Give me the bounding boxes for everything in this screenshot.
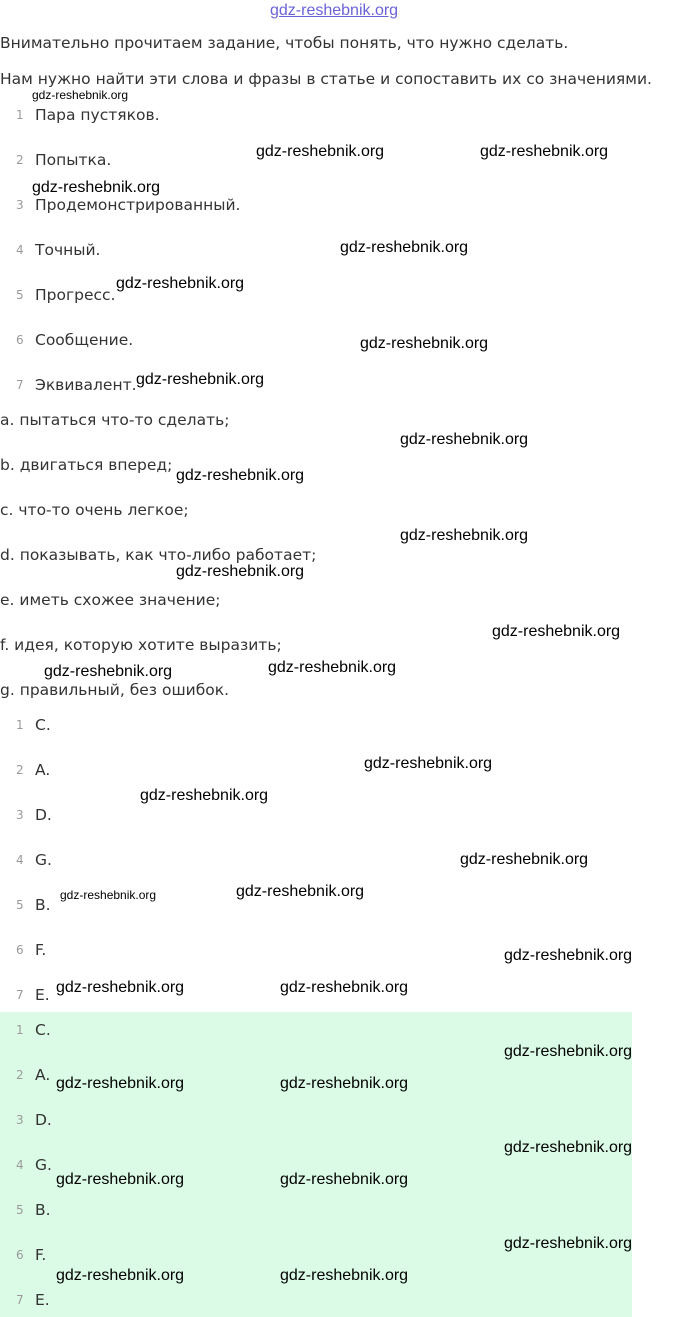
definition-item: c. что-то очень легкое; [0,501,189,519]
answer-number: 2 [16,763,24,777]
watermark: gdz-reshebnik.org [360,335,489,352]
watermark: gdz-reshebnik.org [504,1235,633,1252]
word-text: Пара пустяков. [35,106,160,124]
watermark: gdz-reshebnik.org [32,179,161,196]
answer-number: 1 [16,1023,24,1037]
watermark: gdz-reshebnik.org [236,883,365,900]
answer-number: 6 [16,1248,24,1262]
answer-number: 1 [16,718,24,732]
watermark: gdz-reshebnik.org [136,371,265,388]
answer-letter: E. [35,1291,50,1309]
word-text: Сообщение. [35,331,134,349]
watermark: gdz-reshebnik.org [140,787,269,804]
watermark: gdz-reshebnik.org [56,1075,185,1092]
watermark: gdz-reshebnik.org [400,431,529,448]
word-text: Эквивалент. [35,376,137,394]
watermark: gdz-reshebnik.org [176,563,305,580]
answer-number: 3 [16,1113,24,1127]
definition-item: e. иметь схожее значение; [0,591,221,609]
definition-item: g. правильный, без ошибок. [0,681,230,699]
watermark: gdz-reshebnik.org [364,755,493,772]
answer-number: 2 [16,1068,24,1082]
answer-letter: B. [35,896,51,914]
watermark: gdz-reshebnik.org [280,1267,409,1284]
answer-letter: D. [35,806,52,824]
watermark: gdz-reshebnik.org [400,527,529,544]
answer-number: 4 [16,1158,24,1172]
definition-item: d. показывать, как что-либо работает; [0,546,317,564]
watermark: gdz-reshebnik.org [504,947,633,964]
intro-line-2: Нам нужно найти эти слова и фразы в статье и сопоставить их со значениями. [0,70,652,88]
watermark: gdz-reshebnik.org [340,239,469,256]
answer-letter: C. [35,716,51,734]
answer-number: 5 [16,898,24,912]
watermark: gdz-reshebnik.org [176,467,305,484]
watermark: gdz-reshebnik.org [56,1267,185,1284]
watermark: gdz-reshebnik.org [504,1139,633,1156]
intro-line-1: Внимательно прочитаем задание, чтобы понять, что нужно сделать. [0,34,569,52]
answer-letter: G. [35,851,52,869]
answer-letter: G. [35,1156,52,1174]
answer-number: 5 [16,1203,24,1217]
word-text: Точный. [35,241,101,259]
answer-letter: B. [35,1201,51,1219]
watermark: gdz-reshebnik.org [56,979,185,996]
answer-letter: D. [35,1111,52,1129]
answer-letter: C. [35,1021,51,1039]
word-number: 3 [16,198,24,212]
definition-item: a. пытаться что-то сделать; [0,411,230,429]
site-header-link[interactable]: gdz-reshebnik.org [270,2,399,19]
watermark: gdz-reshebnik.org [480,143,609,160]
watermark: gdz-reshebnik.org [268,659,397,676]
answer-number: 6 [16,943,24,957]
word-number: 7 [16,378,24,392]
answer-number: 7 [16,1293,24,1307]
word-number: 6 [16,333,24,347]
watermark: gdz-reshebnik.org [256,143,385,160]
watermark: gdz-reshebnik.org [32,88,129,102]
answer-number: 7 [16,988,24,1002]
answer-number: 4 [16,853,24,867]
watermark: gdz-reshebnik.org [280,1171,409,1188]
word-text: Прогресс. [35,286,116,304]
answer-letter: F. [35,1246,47,1264]
watermark: gdz-reshebnik.org [492,623,621,640]
word-number: 5 [16,288,24,302]
watermark: gdz-reshebnik.org [60,888,157,902]
answer-letter: A. [35,761,51,779]
word-number: 2 [16,153,24,167]
answer-letter: F. [35,941,47,959]
watermark: gdz-reshebnik.org [56,1171,185,1188]
answer-letter: A. [35,1066,51,1084]
answer-letter: E. [35,986,50,1004]
word-number: 4 [16,243,24,257]
word-text: Попытка. [35,151,112,169]
watermark: gdz-reshebnik.org [280,1075,409,1092]
watermark: gdz-reshebnik.org [44,663,173,680]
answer-number: 3 [16,808,24,822]
definition-item: f. идея, которую хотите выразить; [0,636,282,654]
watermark: gdz-reshebnik.org [504,1043,633,1060]
watermark: gdz-reshebnik.org [116,275,245,292]
watermark: gdz-reshebnik.org [280,979,409,996]
word-text: Продемонстрированный. [35,196,241,214]
word-number: 1 [16,108,24,122]
watermark: gdz-reshebnik.org [460,851,589,868]
definition-item: b. двигаться вперед; [0,456,173,474]
